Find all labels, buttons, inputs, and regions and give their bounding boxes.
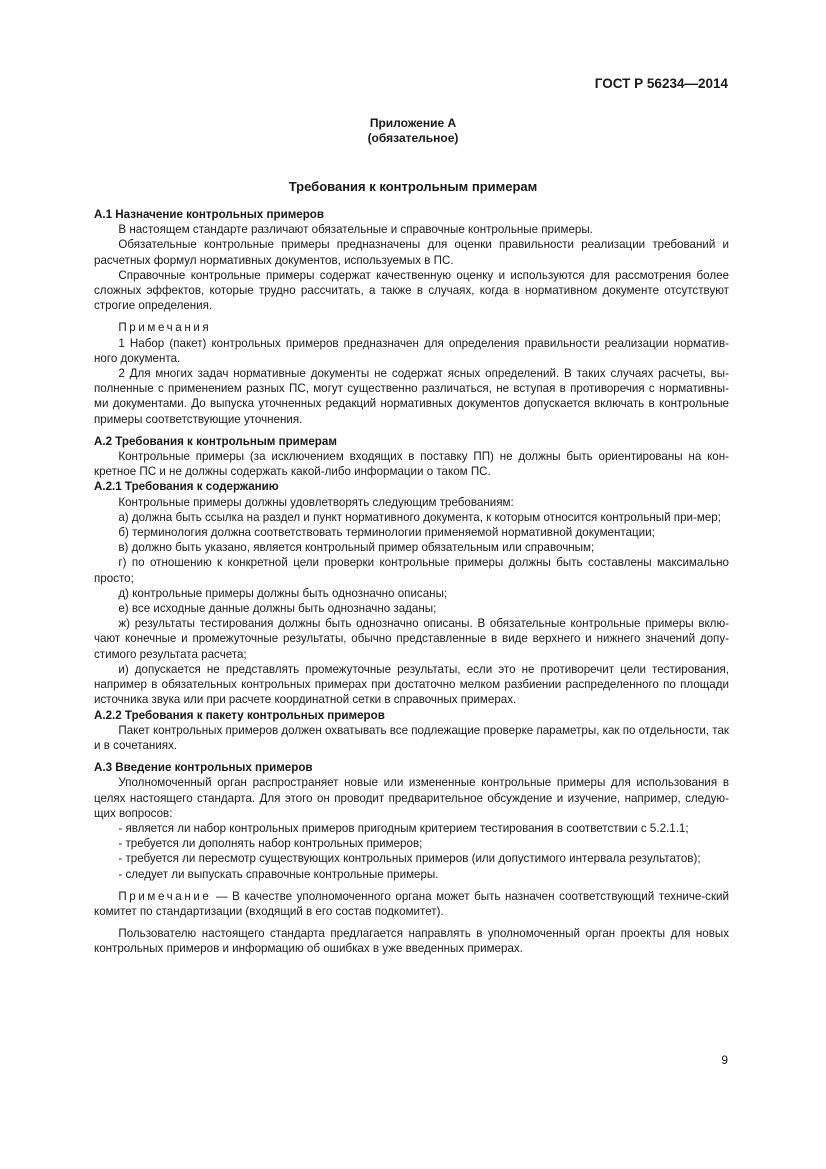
paragraph: В настоящем стандарте различают обязательные и справочные контрольные примеры. (118, 223, 593, 237)
document-body (94, 207, 729, 957)
list-item: б) терминология должна соответствовать терминологии применяемой нормативной документации; (118, 526, 655, 540)
list-item: и) допускается не представлять промежуточные результаты, если это не противоречит цели тестирования, например в обязательных контрольных примерах при достаточно мелком разбиении распределенного по площади источника звука или при расчете координатной сетки в справочных примерах. (94, 662, 729, 707)
appendix-status: (обязательное) (367, 131, 459, 145)
heading-a2-1: А.2.1 Требования к содержанию (94, 480, 279, 494)
paragraph: Пакет контрольных примеров должен охватывать все подлежащие проверке параметры, как по отдельности, так и в сочетаниях. (94, 723, 729, 752)
note-text: — В качестве уполномоченного органа может быть назначен соответствующий техниче-ский комитет по стандартизации (входящий в его состав подкомитет). (94, 889, 729, 918)
paragraph: Обязательные контрольные примеры предназначены для оценки правильности реализации требований и расчетных формул нормативных документов, используемых в ПС. (94, 238, 729, 267)
heading-a2-2: А.2.2 Требования к пакету контрольных примеров (94, 708, 385, 722)
list-item: ж) результаты тестирования должны быть однозначно описаны. В обязательные контрольные примеры вклю-чают конечные и промежуточные результаты, обычно представленные в виде верхнего и нижнего значений допу-стимого результата расчета; (94, 617, 729, 661)
note-label: Примечание (118, 889, 212, 903)
section-title: Требования к контрольным примерам (288, 179, 538, 194)
heading-a2: А.2 Требования к контрольным примерам (94, 434, 337, 448)
notes-label: Примечания (118, 321, 212, 335)
heading-a3: А.3 Введение контрольных примеров (94, 761, 313, 775)
bullet-item: - требуется ли пересмотр существующих контрольных примеров (или допустимого интервала результатов); (118, 852, 701, 866)
note-2: 2 Для многих задач нормативные документы не содержат ясных определений. В таких случаях расчеты, вы-полненные с применением разных ПС, могут существенно различаться, не вступая в противоречия с нормативны-ми документами. До выпуска уточненных редакций нормативных документов допускается включать в контрольные примеры соответствующие уточнения. (94, 367, 729, 426)
note (94, 889, 729, 919)
paragraph: Контрольные примеры должны удовлетворять следующим требованиям: (118, 495, 514, 509)
heading-a1: А.1 Назначение контрольных примеров (94, 208, 325, 221)
appendix-heading (0, 116, 826, 146)
appendix-label: Приложение А (369, 116, 457, 130)
list-item: д) контрольные примеры должны быть однозначно описаны; (118, 586, 448, 600)
list-item: а) должна быть ссылка на раздел и пункт нормативного документа, к которым относится контрольный при-мер; (118, 510, 721, 524)
list-item: г) по отношению к конкретной цели проверки контрольные примеры должны быть составлены максимально просто; (94, 556, 729, 585)
page-number: 9 (721, 1053, 728, 1067)
paragraph: Уполномоченный орган распространяет новые или измененные контрольные примеры для использования в целях настоящего стандарта. Для этого он проводит предварительное обсуждение и изучение, например, следую-щих вопросов: (94, 776, 729, 820)
paragraph: Пользователю настоящего стандарта предлагается направлять в уполномоченный орган проекты для новых контрольных примеров и информацию об ошибках в уже введенных примерах. (94, 927, 729, 956)
list-item: в) должно быть указано, является контрольный пример обязательным или справочным; (118, 541, 595, 555)
note-1: 1 Набор (пакет) контрольных примеров предназначен для определения правильности реализации норматив-ного документа. (94, 336, 729, 365)
paragraph: Справочные контрольные примеры содержат качественную оценку и используются для рассмотрения более сложных эффектов, которые трудно рассчитать, а также в случаях, когда в нормативном документе отсутствуют строгие определения. (94, 268, 729, 313)
bullet-item: - требуется ли дополнять набор контрольных примеров; (118, 837, 423, 851)
document-id-header: ГОСТ Р 56234—2014 (594, 76, 728, 91)
paragraph: Контрольные примеры (за исключением входящих в поставку ПП) не должны быть ориентированы на кон-кретное ПС и не должны содержать какой-либо информации о таком ПС. (94, 450, 729, 479)
bullet-item: - следует ли выпускать справочные контрольные примеры. (118, 867, 439, 881)
bullet-item: - является ли набор контрольных примеров пригодным критерием тестирования в соответствии с 5.2.1.1; (118, 821, 689, 835)
list-item: е) все исходные данные должны быть однозначно заданы; (118, 602, 437, 616)
